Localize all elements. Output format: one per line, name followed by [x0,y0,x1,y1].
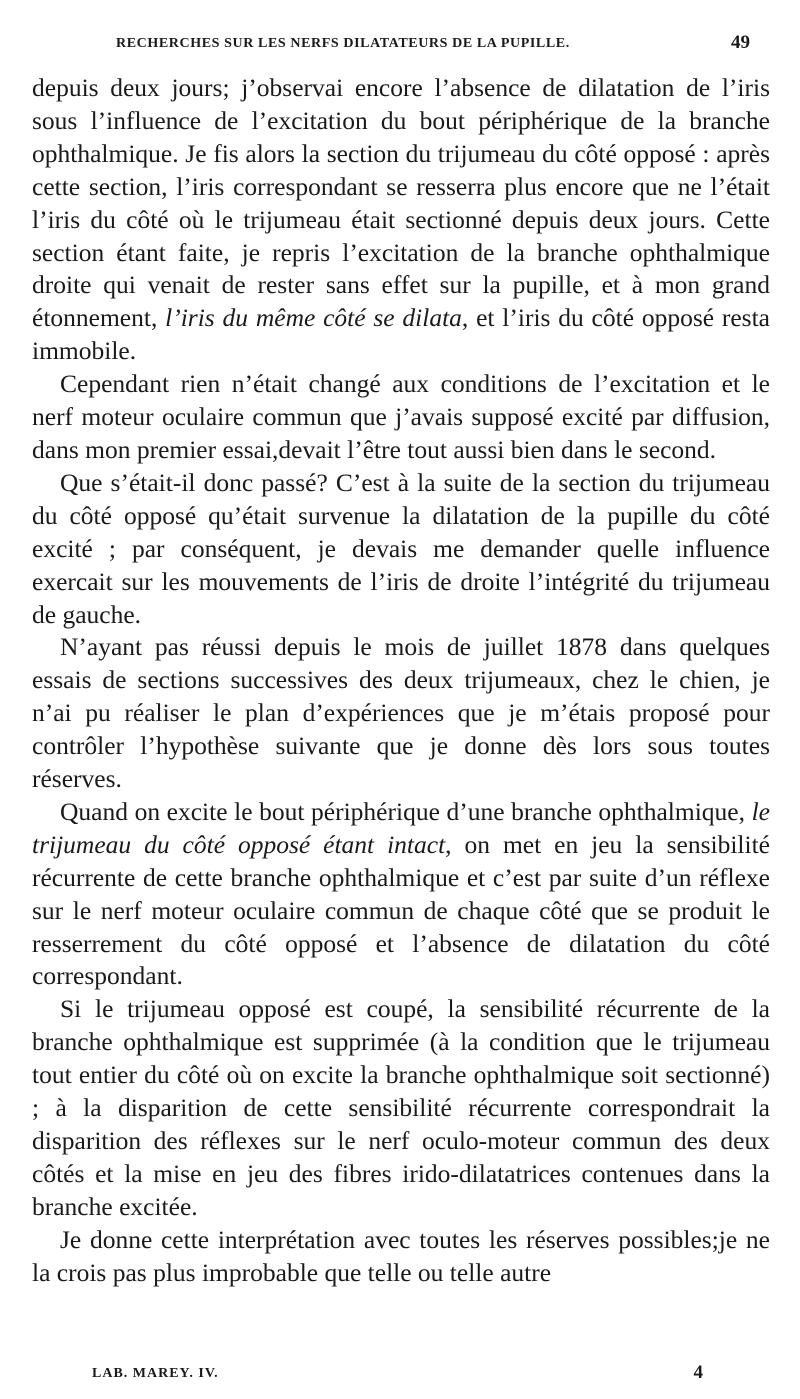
paragraph-5-text-a: Quand on excite le bout périphérique d’une branche ophthalmique, [60,796,752,826]
paragraph-4: N’ayant pas réussi depuis le mois de juillet 1878 dans quelques essais de sections successives des deux trijumeaux, chez le chien, je n’ai pu réaliser le plan d’expériences que je m’étais proposé pour contrôler l’hypothèse suivante que je donne dès lors sous toutes réserves. [32,632,770,794]
running-head [32,30,770,60]
paragraph-1 [32,72,770,368]
paragraph-7: Je donne cette interprétation avec toutes les réserves possibles;je ne la crois pas plus improbable que telle ou telle autre [32,1224,770,1287]
paragraph-1-text-a: depuis deux jours; j’observai encore l’absence de dilatation de l’iris sous l’influence de l’excitation du bout périphérique de la branche ophthalmique. Je fis alors la section du trijumeau du côté opposé : après cette section, l’iris correspondant se resserra plus encore que ne l’était l’iris du côté où le trijumeau était sectionné depuis deux jours. Cette section étant faite, je repris l’excitation de la branche ophthalmique droite qui venait de rester sans effet sur la pupille, et à mon grand étonnement, [32,73,770,333]
signature-line [92,1362,704,1390]
body-text [32,72,770,1290]
paragraph-3: Que s’était-il donc passé? C’est à la suite de la section du trijumeau du côté opposé qu’était survenue la dilatation de la pupille du côté excité ; par conséquent, je devais me demander quelle influence exercait sur les mouvements de l’iris de droite l’intégrité du trijumeau de gauche. [32,467,770,629]
running-title: RECHERCHES SUR LES NERFS DILATATEURS DE LA PUPILLE. [116,36,570,51]
paragraph-5 [32,796,770,993]
paragraph-1-italic: l’iris du même côté se dilata [165,303,462,333]
paragraph-6: Si le trijumeau opposé est coupé, la sensibilité récurrente de la branche ophthalmique est supprimée (à la condition que le trijumeau tout entier du côté où on excite la branche ophthalmique soit sectionné) ; à la disparition de cette sensibilité récurrente correspondrait la disparition des réflexes sur le nerf oculo-moteur commun des deux côtés et la mise en jeu des fibres irido-dilatatrices contenues dans la branche excitée. [32,994,770,1221]
paragraph-5-text-b: , on met en jeu la sensibilité récurrente de cette branche ophthalmique et c’est par suite d’un réflexe sur le nerf moteur oculaire commun de chaque côté que se produit le resserrement du côté opposé et l’absence de dilatation du côté correspondant. [32,829,770,991]
paragraph-5-italic: le trijumeau du côté opposé étant intact [32,796,770,859]
paragraph-1-text-b: , et l’iris du côté opposé resta immobile. [32,303,770,366]
signature-mark: LAB. MAREY. IV. [92,1366,219,1381]
paragraph-2: Cependant rien n’était changé aux conditions de l’excitation et le nerf moteur oculaire commun que j’avais supposé excité par diffusion, dans mon premier essai,devait l’être tout aussi bien dans le second. [32,369,770,464]
page-number: 49 [731,32,750,53]
signature-number: 4 [693,1362,704,1383]
